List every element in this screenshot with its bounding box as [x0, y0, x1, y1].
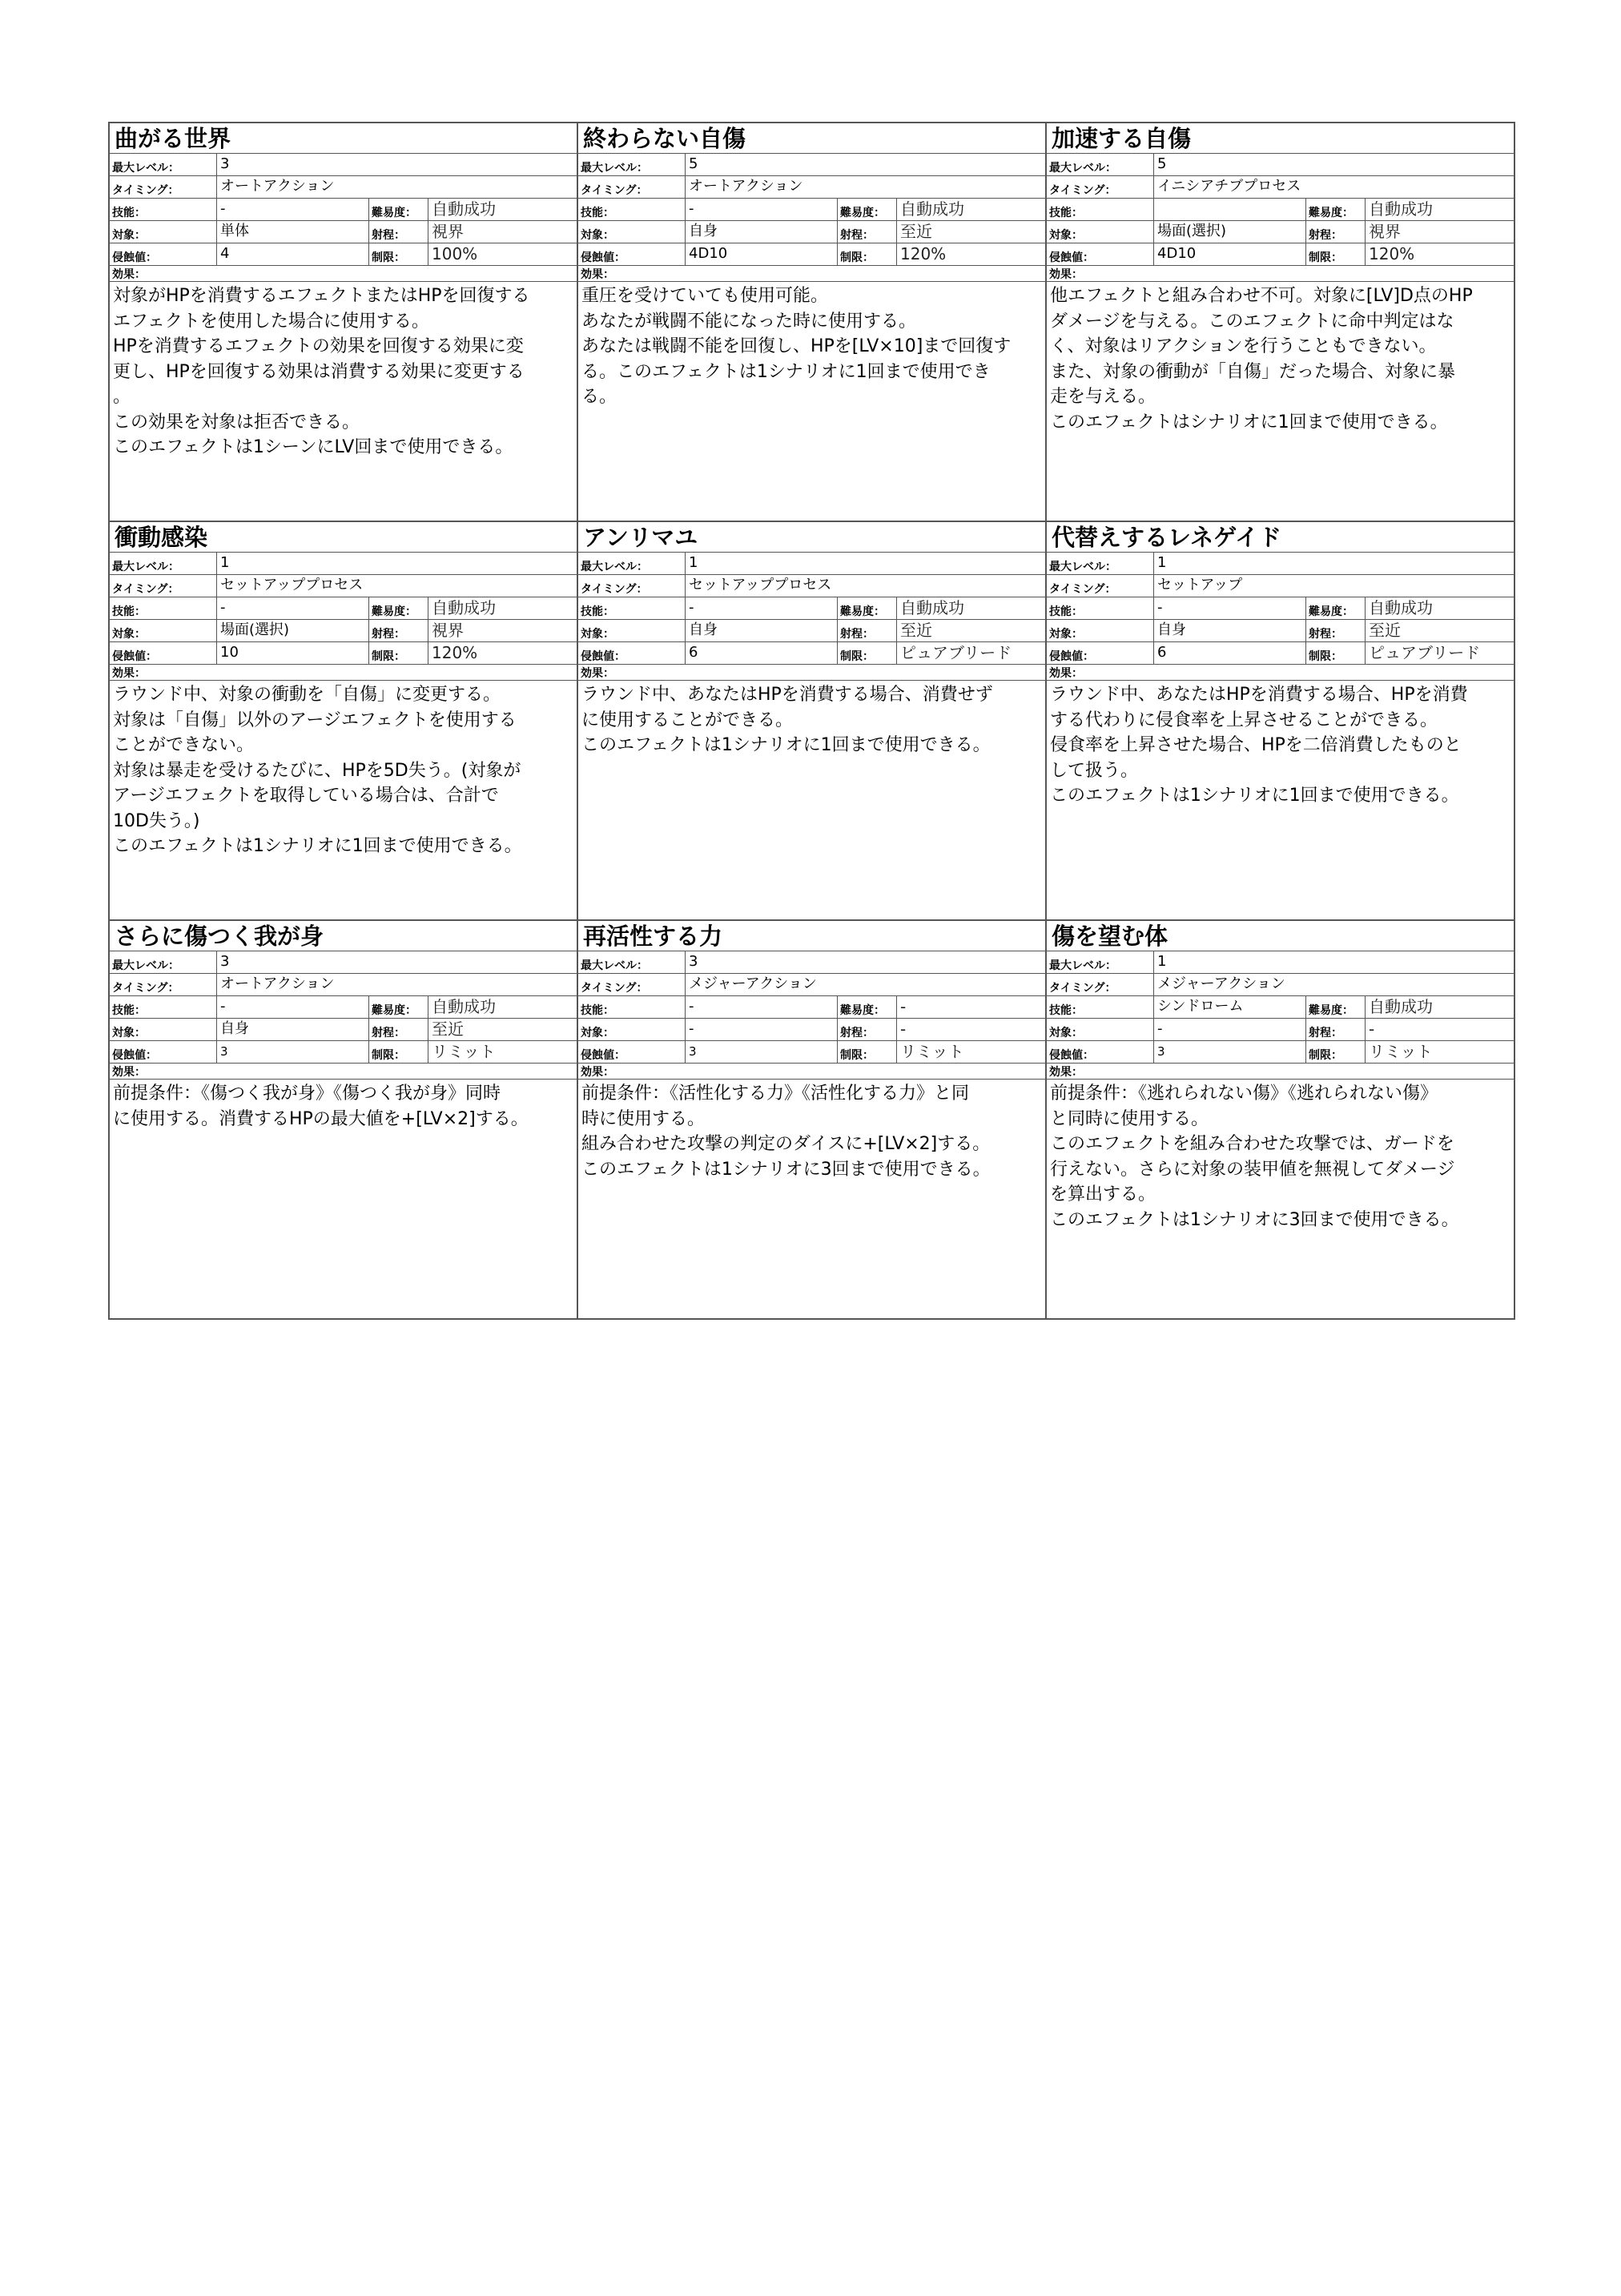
target-label: 対象： — [1047, 620, 1154, 641]
limit-label: 制限： — [1306, 243, 1366, 265]
max-level-row — [1047, 553, 1514, 575]
effect-label: 効果： — [581, 1066, 614, 1079]
range-value: 至近 — [900, 621, 932, 640]
card-title: 衝動感染 — [110, 522, 577, 553]
max-level-row — [1047, 154, 1514, 176]
effect-row — [578, 266, 1045, 282]
max-level-label: 最大レベル： — [1047, 154, 1154, 175]
erosion-value: 3 — [217, 1041, 369, 1063]
range-label: 射程： — [1306, 620, 1366, 641]
erosion-row — [1047, 243, 1514, 266]
max-level-label: 最大レベル： — [1047, 553, 1154, 574]
effect-sheet — [108, 122, 1518, 1318]
effect-label: 効果： — [112, 268, 146, 281]
timing-label: タイミング： — [578, 176, 686, 198]
effect-description: 他エフェクトと組み合わせ不可。対象に[LV]D点のHP ダメージを与える。このエフェクトに命中判定はな く、対象はリアクションを行うこともできない。 また、対象の衝動が「自傷」だった場合、対象に暴 走を与える。 このエフェクトはシナリオに1回まで使用できる。 — [1050, 286, 1473, 432]
range-label: 射程： — [838, 620, 897, 641]
effect-description: 前提条件：《傷つく我が身》《傷つく我が身》同時 に使用する。消費するHPの最大値を+[LV×2]する。 — [113, 1084, 529, 1129]
effect-row — [1047, 665, 1514, 681]
erosion-value: 4D10 — [686, 243, 838, 265]
skill-row — [578, 199, 1045, 221]
limit-label: 制限： — [838, 642, 897, 664]
difficulty-value: 自動成功 — [900, 598, 964, 617]
range-value: - — [1369, 1019, 1375, 1039]
skill-row — [1047, 996, 1514, 1019]
skill-value: - — [686, 996, 838, 1018]
target-row — [578, 620, 1045, 642]
max-level-row — [110, 553, 577, 575]
effect-card — [108, 521, 578, 921]
limit-label: 制限： — [369, 642, 428, 664]
skill-label: 技能： — [110, 597, 217, 619]
max-level-label: 最大レベル： — [110, 553, 217, 574]
skill-label: 技能： — [110, 199, 217, 220]
difficulty-label: 難易度： — [369, 199, 428, 220]
timing-value: メジャーアクション — [1157, 975, 1285, 992]
effect-card — [577, 919, 1047, 1320]
target-row — [1047, 221, 1514, 243]
erosion-value: 10 — [217, 642, 369, 664]
timing-row — [578, 176, 1045, 199]
range-value: 視界 — [1369, 222, 1401, 241]
target-value: - — [686, 1019, 838, 1040]
max-level-label: 最大レベル： — [578, 951, 686, 973]
difficulty-value: 自動成功 — [1369, 598, 1433, 617]
difficulty-value: 自動成功 — [432, 598, 496, 617]
erosion-row — [578, 1041, 1045, 1064]
erosion-row — [110, 243, 577, 266]
skill-label: 技能： — [1047, 199, 1154, 220]
effect-label: 効果： — [581, 268, 614, 281]
skill-value: - — [686, 199, 838, 220]
effect-description: ラウンド中、あなたはHPを消費する場合、HPを消費 する代わりに侵食率を上昇させることができる。 侵食率を上昇させた場合、HPを二倍消費したものと して扱う。 このエフェクトは1シナリオに1回まで使用できる。 — [1050, 685, 1468, 806]
limit-value: 120% — [1369, 244, 1415, 263]
effect-label: 効果： — [1049, 667, 1083, 680]
effect-card — [1045, 919, 1515, 1320]
difficulty-label: 難易度： — [838, 996, 897, 1018]
target-value: 単体 — [217, 221, 369, 243]
effect-description: 対象がHPを消費するエフェクトまたはHPを回復する エフェクトを使用した場合に使用する。 HPを消費するエフェクトの効果を回復する効果に変 更し、HPを回復する効果は消費する効果に変更する 。 この効果を対象は拒否できる。 このエフェクトは1シーンにLV回まで使用できる。 — [113, 286, 530, 457]
max-level-row — [578, 154, 1045, 176]
difficulty-value: 自動成功 — [1369, 997, 1433, 1016]
range-value: 至近 — [900, 222, 932, 241]
effect-label: 効果： — [112, 667, 146, 680]
max-level-label: 最大レベル： — [110, 154, 217, 175]
target-label: 対象： — [578, 1019, 686, 1040]
target-label: 対象： — [110, 221, 217, 243]
timing-label: タイミング： — [578, 974, 686, 995]
effect-label: 効果： — [112, 1066, 146, 1079]
limit-label: 制限： — [369, 1041, 428, 1063]
effect-card — [108, 919, 578, 1320]
erosion-value: 3 — [686, 1041, 838, 1063]
erosion-value: 4 — [217, 243, 369, 265]
erosion-row — [578, 642, 1045, 665]
timing-row — [110, 974, 577, 996]
difficulty-label: 難易度： — [369, 996, 428, 1018]
target-value: 自身 — [1154, 620, 1306, 641]
skill-label: 技能： — [578, 199, 686, 220]
target-label: 対象： — [110, 620, 217, 641]
target-row — [578, 1019, 1045, 1041]
timing-label: タイミング： — [578, 575, 686, 597]
timing-row — [110, 176, 577, 199]
difficulty-label: 難易度： — [369, 597, 428, 619]
effect-description: 前提条件：《逃れられない傷》《逃れられない傷》 と同時に使用する。 このエフェクトを組み合わせた攻撃では、ガードを 行えない。さらに対象の装甲値を無視してダメージ を算出する。 このエフェクトは1シナリオに3回まで使用できる。 — [1050, 1084, 1459, 1230]
card-row — [108, 919, 1518, 1318]
target-label: 対象： — [1047, 221, 1154, 243]
skill-value: - — [686, 597, 838, 619]
limit-value: 100% — [432, 244, 478, 263]
effect-card — [1045, 122, 1515, 522]
effect-label: 効果： — [1049, 268, 1083, 281]
range-value: - — [900, 1019, 907, 1039]
skill-row — [1047, 199, 1514, 221]
target-row — [110, 221, 577, 243]
erosion-label: 侵蝕値： — [578, 1041, 686, 1063]
skill-row — [110, 199, 577, 221]
card-title: 曲がる世界 — [110, 123, 577, 154]
erosion-row — [1047, 1041, 1514, 1064]
timing-value: オートアクション — [689, 178, 803, 195]
max-level-value: 3 — [689, 953, 698, 970]
target-row — [578, 221, 1045, 243]
effect-description: ラウンド中、あなたはHPを消費する場合、消費せず に使用することができる。 このエフェクトは1シナリオに1回まで使用できる。 — [581, 685, 993, 755]
range-value: 視界 — [432, 222, 464, 241]
target-row — [110, 1019, 577, 1041]
effect-row — [110, 1064, 577, 1080]
target-label: 対象： — [578, 620, 686, 641]
max-level-value: 1 — [689, 554, 698, 571]
effect-label: 効果： — [581, 667, 614, 680]
skill-row — [110, 597, 577, 620]
range-label: 射程： — [838, 221, 897, 243]
max-level-value: 3 — [220, 953, 230, 970]
target-label: 対象： — [1047, 1019, 1154, 1040]
range-value: 至近 — [432, 1019, 464, 1039]
max-level-value: 1 — [1157, 953, 1167, 970]
target-value: - — [1154, 1019, 1306, 1040]
timing-row — [578, 974, 1045, 996]
range-label: 射程： — [369, 221, 428, 243]
effect-description: 前提条件：《活性化する力》《活性化する力》と同 時に使用する。 組み合わせた攻撃の判定のダイスに+[LV×2]する。 このエフェクトは1シナリオに3回まで使用できる。 — [581, 1084, 991, 1180]
erosion-row — [110, 642, 577, 665]
range-label: 射程： — [369, 1019, 428, 1040]
effect-card — [108, 122, 578, 522]
card-title: 傷を望む体 — [1047, 921, 1514, 951]
timing-value: セットアップ — [1157, 577, 1243, 593]
card-title: さらに傷つく我が身 — [110, 921, 577, 951]
timing-label: タイミング： — [1047, 974, 1154, 995]
limit-label: 制限： — [1306, 1041, 1366, 1063]
timing-label: タイミング： — [1047, 176, 1154, 198]
erosion-label: 侵蝕値： — [110, 642, 217, 664]
erosion-row — [110, 1041, 577, 1064]
max-level-value: 5 — [1157, 155, 1167, 172]
erosion-row — [1047, 642, 1514, 665]
skill-label: 技能： — [1047, 597, 1154, 619]
difficulty-value: - — [900, 997, 907, 1016]
erosion-label: 侵蝕値： — [1047, 642, 1154, 664]
target-row — [1047, 620, 1514, 642]
skill-row — [578, 996, 1045, 1019]
target-value: 自身 — [686, 620, 838, 641]
skill-row — [578, 597, 1045, 620]
limit-value: 120% — [900, 244, 947, 263]
skill-value: - — [217, 199, 369, 220]
limit-value: リミット — [900, 1042, 964, 1061]
timing-value: オートアクション — [220, 975, 335, 992]
limit-label: 制限： — [369, 243, 428, 265]
limit-value: 120% — [432, 643, 478, 662]
target-label: 対象： — [578, 221, 686, 243]
timing-row — [110, 575, 577, 597]
limit-label: 制限： — [838, 243, 897, 265]
limit-value: ピュアブリード — [1369, 643, 1481, 662]
erosion-label: 侵蝕値： — [110, 1041, 217, 1063]
card-title: 再活性する力 — [578, 921, 1045, 951]
effect-row — [110, 266, 577, 282]
timing-row — [1047, 176, 1514, 199]
target-row — [1047, 1019, 1514, 1041]
max-level-row — [578, 951, 1045, 974]
erosion-value: 6 — [686, 642, 838, 664]
timing-row — [1047, 575, 1514, 597]
difficulty-label: 難易度： — [838, 597, 897, 619]
limit-label: 制限： — [838, 1041, 897, 1063]
timing-value: セットアッププロセス — [220, 577, 364, 593]
skill-value — [1154, 199, 1306, 220]
erosion-label: 侵蝕値： — [578, 642, 686, 664]
max-level-value: 3 — [220, 155, 230, 172]
skill-label: 技能： — [110, 996, 217, 1018]
limit-value: リミット — [432, 1042, 496, 1061]
max-level-value: 1 — [1157, 554, 1167, 571]
effect-label: 効果： — [1049, 1066, 1083, 1079]
max-level-row — [110, 154, 577, 176]
limit-label: 制限： — [1306, 642, 1366, 664]
timing-row — [578, 575, 1045, 597]
timing-value: メジャーアクション — [689, 975, 817, 992]
max-level-label: 最大レベル： — [110, 951, 217, 973]
timing-value: セットアッププロセス — [689, 577, 832, 593]
skill-value: - — [217, 597, 369, 619]
target-value: 場面(選択) — [1154, 221, 1306, 243]
erosion-value: 4D10 — [1154, 243, 1306, 265]
max-level-label: 最大レベル： — [1047, 951, 1154, 973]
card-row — [108, 122, 1518, 521]
range-label: 射程： — [1306, 1019, 1366, 1040]
range-label: 射程： — [369, 620, 428, 641]
max-level-label: 最大レベル： — [578, 553, 686, 574]
timing-row — [1047, 974, 1514, 996]
limit-value: リミット — [1369, 1042, 1433, 1061]
card-title: 終わらない自傷 — [578, 123, 1045, 154]
max-level-row — [1047, 951, 1514, 974]
card-row — [108, 521, 1518, 919]
timing-label: タイミング： — [110, 974, 217, 995]
skill-label: 技能： — [578, 996, 686, 1018]
effect-card — [1045, 521, 1515, 921]
erosion-label: 侵蝕値： — [110, 243, 217, 265]
effect-description: 重圧を受けていても使用可能。 あなたが戦闘不能になった時に使用する。 あなたは戦闘不能を回復し、HPを[LV×10]まで回復す る。このエフェクトは1シナリオに1回まで使用でき る。 — [581, 286, 1012, 407]
card-title: アンリマユ — [578, 522, 1045, 553]
difficulty-value: 自動成功 — [900, 199, 964, 219]
difficulty-label: 難易度： — [1306, 597, 1366, 619]
effect-description: ラウンド中、対象の衝動を「自傷」に変更する。 対象は「自傷」以外のアージエフェクトを使用する ことができない。 対象は暴走を受けるたびに、HPを5D失う。(対象が アージエフェクトを取得している場合は、合計で 10D失う。) このエフェクトは1シナリオに1回まで使用できる。 — [113, 685, 522, 856]
skill-label: 技能： — [578, 597, 686, 619]
skill-row — [1047, 597, 1514, 620]
effect-row — [578, 665, 1045, 681]
effect-row — [1047, 1064, 1514, 1080]
target-value: 自身 — [217, 1019, 369, 1040]
range-label: 射程： — [838, 1019, 897, 1040]
max-level-value: 5 — [689, 155, 698, 172]
timing-label: タイミング： — [110, 575, 217, 597]
max-level-row — [578, 553, 1045, 575]
erosion-value: 6 — [1154, 642, 1306, 664]
timing-value: オートアクション — [220, 178, 335, 195]
effect-row — [110, 665, 577, 681]
timing-value: イニシアチブプロセス — [1157, 178, 1301, 195]
effect-row — [578, 1064, 1045, 1080]
timing-label: タイミング： — [1047, 575, 1154, 597]
erosion-label: 侵蝕値： — [578, 243, 686, 265]
skill-value: - — [217, 996, 369, 1018]
effect-card — [577, 521, 1047, 921]
difficulty-value: 自動成功 — [1369, 199, 1433, 219]
difficulty-label: 難易度： — [1306, 996, 1366, 1018]
target-row — [110, 620, 577, 642]
limit-value: ピュアブリード — [900, 643, 1012, 662]
effect-row — [1047, 266, 1514, 282]
erosion-row — [578, 243, 1045, 266]
difficulty-value: 自動成功 — [432, 997, 496, 1016]
skill-label: 技能： — [1047, 996, 1154, 1018]
difficulty-value: 自動成功 — [432, 199, 496, 219]
difficulty-label: 難易度： — [1306, 199, 1366, 220]
card-title: 代替えするレネゲイド — [1047, 522, 1514, 553]
range-label: 射程： — [1306, 221, 1366, 243]
erosion-value: 3 — [1154, 1041, 1306, 1063]
skill-row — [110, 996, 577, 1019]
range-value: 至近 — [1369, 621, 1401, 640]
target-value: 場面(選択) — [217, 620, 369, 641]
range-value: 視界 — [432, 621, 464, 640]
target-value: 自身 — [686, 221, 838, 243]
erosion-label: 侵蝕値： — [1047, 1041, 1154, 1063]
card-title: 加速する自傷 — [1047, 123, 1514, 154]
max-level-label: 最大レベル： — [578, 154, 686, 175]
target-label: 対象： — [110, 1019, 217, 1040]
skill-value: シンドローム — [1154, 996, 1306, 1018]
skill-value: - — [1154, 597, 1306, 619]
max-level-value: 1 — [220, 554, 230, 571]
max-level-row — [110, 951, 577, 974]
timing-label: タイミング： — [110, 176, 217, 198]
effect-card — [577, 122, 1047, 522]
difficulty-label: 難易度： — [838, 199, 897, 220]
erosion-label: 侵蝕値： — [1047, 243, 1154, 265]
